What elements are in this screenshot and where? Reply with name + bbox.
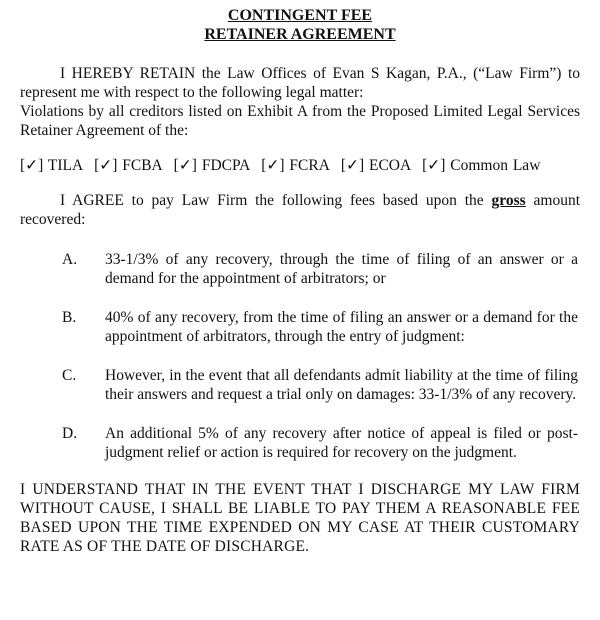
violations-paragraph: Violations by all creditors listed on Exhibit A from the Proposed Limited Legal Services Retainer Agreement of the:: [20, 103, 580, 139]
retain-paragraph: I HEREBY RETAIN the Law Offices of Evan S Kagan, P.A., (“Law Firm”) to represent me with respect to the following legal matter:: [20, 65, 580, 101]
gross-emphasis: gross: [491, 192, 526, 209]
law-check-common-law: [✓] Common Law: [422, 157, 541, 174]
fee-item-text: However, in the event that all defendants admit liability at the time of filing their answers and request a trial only on damages: 33-1/3% of any recovery.: [105, 367, 578, 403]
fee-item-a: [20, 250, 580, 288]
discharge-clause: I UNDERSTAND THAT IN THE EVENT THAT I DISCHARGE MY LAW FIRM WITHOUT CAUSE, I SHALL BE LIABLE TO PAY THEM A REASONABLE FEE BASED UPON THE TIME EXPENDED ON MY CASE AT THEIR CUSTOMARY RATE AS OF THE DATE OF DISCHARGE.: [20, 481, 580, 555]
law-check-fcba: [✓] FCBA: [94, 157, 163, 174]
fee-item-letter: D.: [62, 425, 78, 442]
fee-item-c: [20, 366, 580, 404]
law-check-fcra: [✓] FCRA: [261, 157, 330, 174]
fee-item-letter: C.: [62, 367, 77, 384]
fee-item-letter: A.: [62, 251, 78, 268]
fee-list: [20, 250, 580, 462]
law-check-tila: [✓] TILA: [20, 157, 84, 174]
document-title-line2: RETAINER AGREEMENT: [204, 26, 396, 43]
fee-item-letter: B.: [62, 309, 77, 326]
document-title-line1: CONTINGENT FEE: [227, 7, 373, 24]
fee-item-b: [20, 308, 580, 346]
law-check-fdcpa: [✓] FDCPA: [173, 157, 251, 174]
fee-item-d: [20, 424, 580, 462]
fee-item-text: An additional 5% of any recovery after notice of appeal is filed or post-judgment relief or action is required for recovery on the judgment.: [105, 425, 578, 461]
fee-paragraph-after: amount recovered:: [20, 192, 580, 228]
fee-item-text: 40% of any recovery, from the time of filing an answer or a demand for the appointment of arbitrators, through the entry of judgment:: [105, 309, 578, 345]
fee-agreement-paragraph: [20, 191, 580, 229]
law-check-ecoa: [✓] ECOA: [340, 157, 412, 174]
fee-item-text: 33-1/3% of any recovery, through the time of filing of an answer or a demand for the appointment of arbitrators; or: [105, 251, 578, 287]
fee-paragraph-before: I AGREE to pay Law Firm the following fees based upon the: [60, 192, 492, 209]
law-checklist: [20, 156, 580, 175]
